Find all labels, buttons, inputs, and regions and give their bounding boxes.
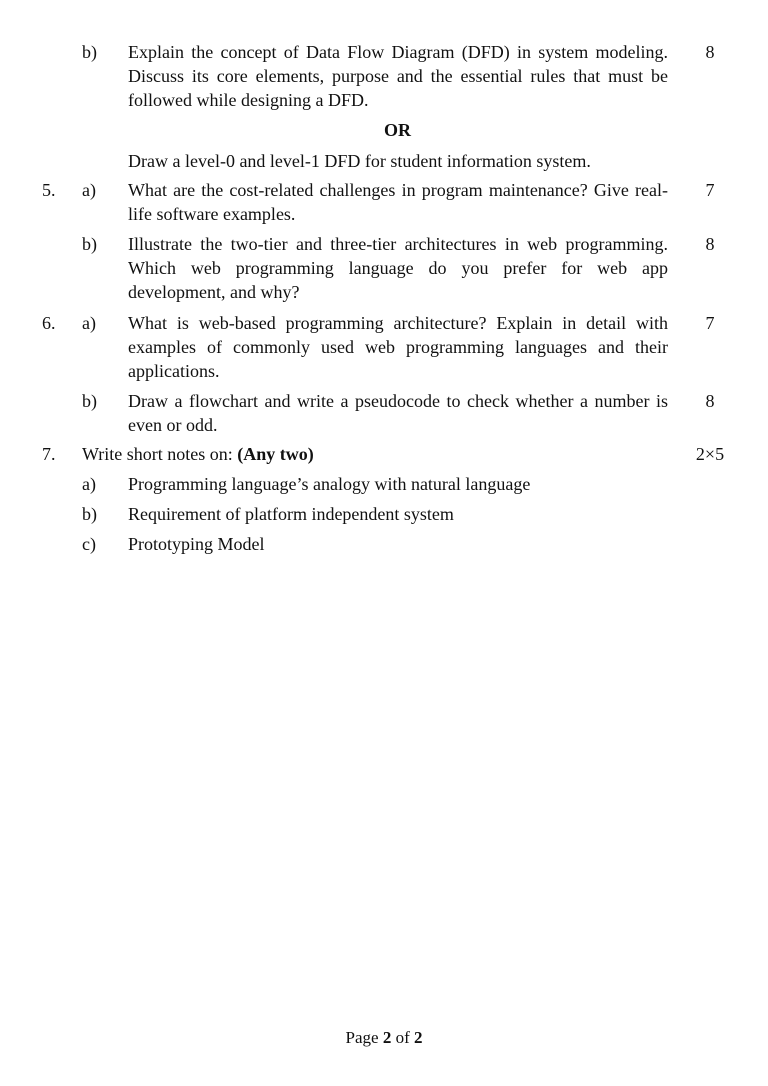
marks: 8 bbox=[705, 391, 715, 411]
question-number: 7. bbox=[42, 444, 56, 464]
question-text-bold: (Any two) bbox=[237, 444, 314, 464]
or-separator: OR bbox=[384, 120, 411, 140]
question-text: Draw a flowchart and write a pseudocode to check whether a number is even or odd. bbox=[128, 391, 668, 435]
marks: 8 bbox=[705, 42, 715, 62]
question-text: What are the cost-related challenges in program maintenance? Give real-life software examples. bbox=[128, 180, 668, 224]
part-label: c) bbox=[82, 534, 96, 554]
page-footer bbox=[0, 1028, 768, 1048]
question-text: Programming language’s analogy with natural language bbox=[128, 474, 531, 494]
question-text: Requirement of platform independent system bbox=[128, 504, 454, 524]
question-text bbox=[82, 442, 642, 466]
question-text: Illustrate the two-tier and three-tier architectures in web programming. Which web programming language do you prefer for web app development, and why? bbox=[128, 234, 668, 302]
marks: 8 bbox=[705, 234, 715, 254]
part-label: a) bbox=[82, 474, 96, 494]
question-text: What is web-based programming architecture? Explain in detail with examples of commonly used web programming languages and their applications. bbox=[128, 313, 668, 381]
question-text: Explain the concept of Data Flow Diagram (DFD) in system modeling. Discuss its core elements, purpose and the essential rules that must be followed while designing a DFD. bbox=[128, 42, 668, 110]
question-text: Draw a level-0 and level-1 DFD for student information system. bbox=[128, 151, 591, 171]
question-number: 6. bbox=[42, 313, 56, 333]
part-label: b) bbox=[82, 42, 97, 62]
question-number: 5. bbox=[42, 180, 56, 200]
question-text-plain: Write short notes on: bbox=[82, 444, 238, 464]
part-label: a) bbox=[82, 313, 96, 333]
part-label: b) bbox=[82, 391, 97, 411]
question-text: Prototyping Model bbox=[128, 534, 265, 554]
marks: 2×5 bbox=[695, 444, 725, 464]
marks: 7 bbox=[705, 180, 715, 200]
footer-total-pages: 2 bbox=[413, 1028, 423, 1047]
part-label: b) bbox=[82, 504, 97, 524]
part-label: a) bbox=[82, 180, 96, 200]
footer-middle: of bbox=[391, 1028, 414, 1047]
part-label: b) bbox=[82, 234, 97, 254]
marks: 7 bbox=[705, 313, 715, 333]
footer-current-page: 2 bbox=[382, 1028, 392, 1047]
footer-prefix: Page bbox=[345, 1028, 383, 1047]
